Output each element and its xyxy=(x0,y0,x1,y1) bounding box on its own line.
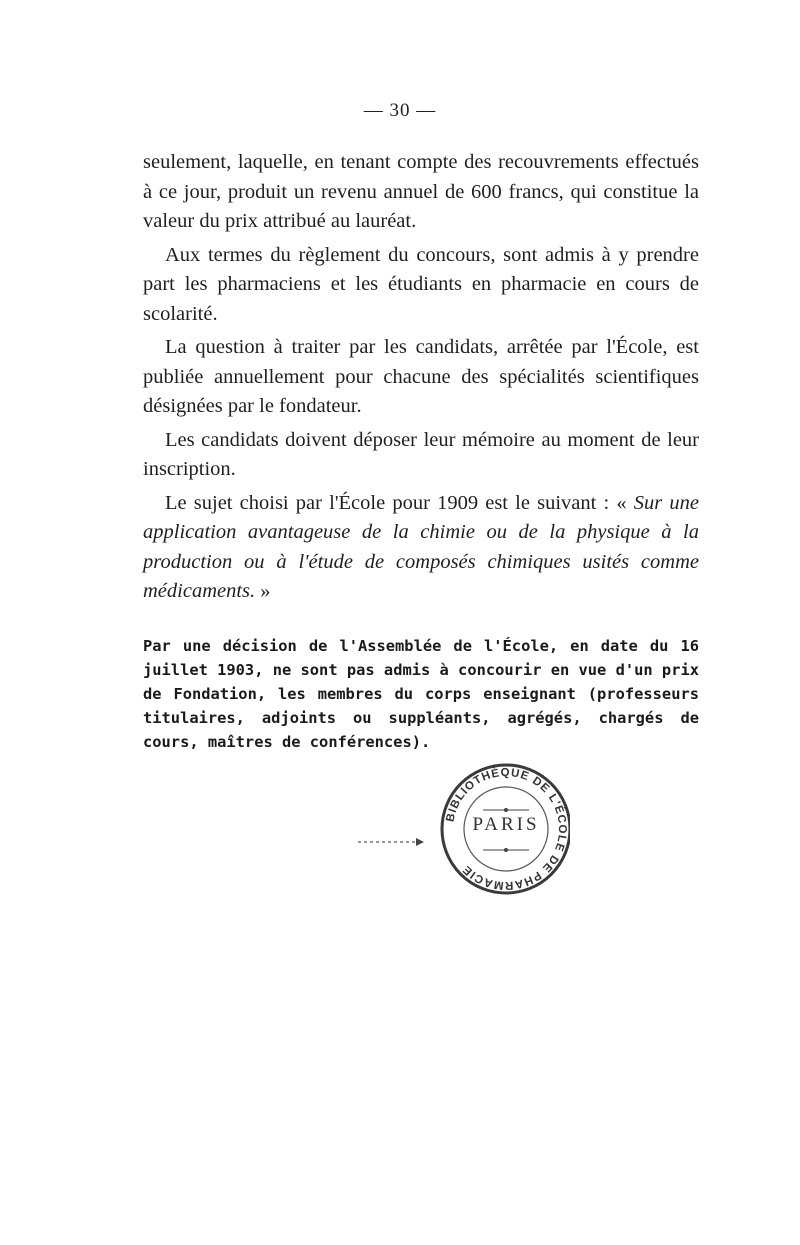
library-stamp xyxy=(358,754,570,904)
assembly-notice: Par une décision de l'Assemblée de l'École, en date du 16 juillet 1903, ne sont pas admis à concourir en vue d'un prix de Fondation, les membres du corps enseignant (professeurs titulaires, adjoints ou suppléants, agrégés, chargés de cours, maîtres de conférences). xyxy=(143,637,699,751)
stamp-city: PARIS xyxy=(472,814,540,835)
paragraph-2: Aux termes du règlement du concours, sont admis à y prendre part les pharmaciens et les étudiants en pharmacie en cours de scolarité. xyxy=(143,243,699,325)
stamp-ring-text: BIBLIOTHÈQUE DE L'ÉCOLE DE PHARMACIE xyxy=(444,766,569,892)
subject-intro: Le sujet choisi par l'École pour 1909 est le suivant : « xyxy=(165,491,634,514)
paragraph-5 xyxy=(143,489,699,607)
paragraph-1: seulement, laquelle, en tenant compte des recouvrements effectués à ce jour, produit un revenu annuel de 600 francs, qui constitue la valeur du prix attribué au lauréat. xyxy=(143,151,699,232)
subject-title: Sur une application avantageuse de la chimie ou de la physique à la production ou à l'étude de composés chimiques usités comme médicaments. xyxy=(143,491,700,602)
page-number: — 30 — xyxy=(363,100,437,121)
paragraph-3: La question à traiter par les candidats, arrêtée par l'École, est publiée annuellement pour chacune des spécialités scientifiques désignées par le fondateur. xyxy=(143,336,699,417)
paragraph-4: Les candidats doivent déposer leur mémoire au moment de leur inscription. xyxy=(143,428,699,480)
main-text xyxy=(143,148,699,611)
subject-close-quote: » xyxy=(255,580,271,602)
